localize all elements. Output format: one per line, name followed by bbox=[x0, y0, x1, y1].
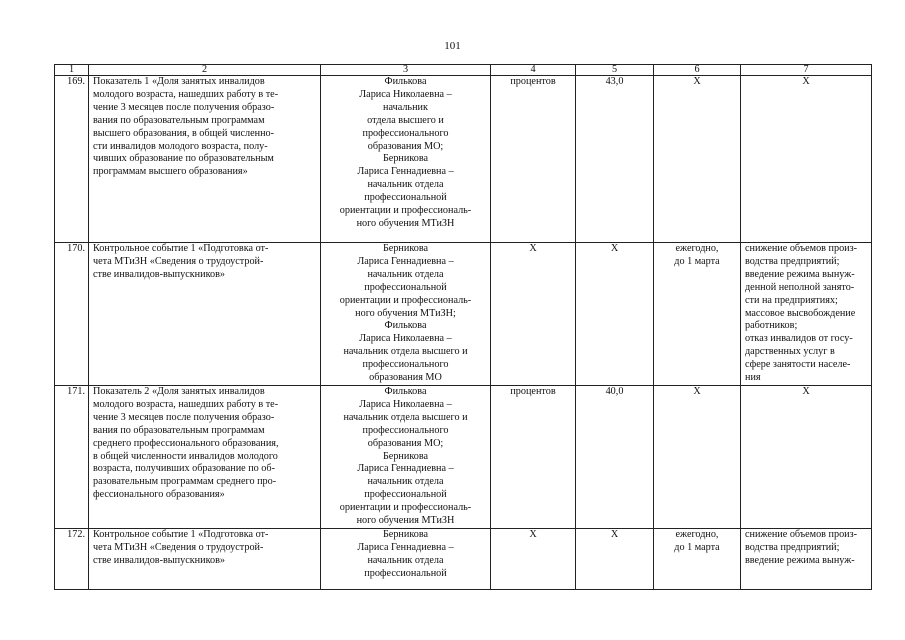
table-row bbox=[55, 76, 872, 243]
event-description-line: вания по образовательным программам bbox=[93, 114, 265, 126]
responsible-person-line: Берникова bbox=[382, 243, 429, 254]
responsible-person-line: Берникова bbox=[382, 153, 429, 165]
column-header-5: 5 bbox=[576, 65, 654, 76]
responsible-person-line: ориентации и профессиональ- bbox=[339, 205, 472, 217]
responsible-person-line: начальник отдела bbox=[367, 554, 444, 566]
responsible-person-line: профессионального bbox=[362, 127, 449, 139]
responsible-person-line: начальник отдела высшего и bbox=[343, 411, 468, 423]
responsible-person-line: Филькова bbox=[384, 386, 427, 397]
responsible-person-line: Лариса Геннадиевна – bbox=[357, 541, 454, 553]
column-header-1: 1 bbox=[55, 65, 89, 76]
value-cell: 40,0 bbox=[576, 386, 654, 529]
unit-cell: процентов bbox=[491, 76, 576, 243]
event-description-line: сти инвалидов молодого возраста, полу- bbox=[93, 140, 268, 152]
deadline-cell bbox=[654, 386, 741, 529]
responsible-person-line: отдела высшего и bbox=[367, 114, 444, 126]
responsible-person-line: образования МО; bbox=[367, 437, 444, 449]
responsible-person-line: ориентации и профессиональ- bbox=[339, 294, 472, 306]
event-description-line: стве инвалидов-выпускников» bbox=[93, 554, 226, 566]
responsible-person bbox=[321, 528, 491, 589]
row-number: 170. bbox=[55, 243, 89, 386]
column-header-3: 3 bbox=[321, 65, 491, 76]
event-description bbox=[89, 528, 321, 589]
event-description-line: возраста, получивших образование по об- bbox=[93, 463, 275, 475]
deadline-cell-line: Х bbox=[693, 386, 701, 397]
unit-cell: Х bbox=[491, 528, 576, 589]
risks-cell bbox=[741, 528, 872, 589]
row-number: 169. bbox=[55, 76, 89, 243]
deadline-cell-line: ежегодно, bbox=[675, 243, 719, 254]
responsible-person bbox=[321, 243, 491, 386]
table-row bbox=[55, 386, 872, 529]
row-number: 172. bbox=[55, 528, 89, 589]
value-cell: Х bbox=[576, 243, 654, 386]
row-number: 171. bbox=[55, 386, 89, 529]
event-description-line: разовательным программам среднего про- bbox=[93, 476, 277, 488]
value-cell: 43,0 bbox=[576, 76, 654, 243]
responsible-person-line: ного обучения МТиЗН; bbox=[355, 307, 456, 319]
risks-cell-line: Х bbox=[802, 386, 810, 397]
event-description-line: среднего профессионального образования, bbox=[93, 437, 279, 449]
unit-cell: процентов bbox=[491, 386, 576, 529]
risks-cell-line: массовое высвобождение bbox=[745, 307, 856, 319]
risks-cell-line: отказ инвалидов от госу- bbox=[745, 333, 853, 345]
responsible-person-line: Берникова bbox=[382, 528, 429, 540]
risks-cell-line: денной неполной занято- bbox=[745, 281, 855, 293]
event-description-line: чение 3 месяцев после получения образо- bbox=[93, 411, 275, 423]
deadline-cell-line: Х bbox=[693, 76, 701, 87]
risks-cell-line: водства предприятий; bbox=[745, 541, 840, 553]
event-description-line: чение 3 месяцев после получения образо- bbox=[93, 101, 275, 113]
responsible-person-line: Лариса Николаевна – bbox=[359, 398, 452, 410]
risks-cell-line: снижение объемов произ- bbox=[745, 243, 858, 254]
event-description-line: Контрольное событие 1 «Подготовка от- bbox=[93, 528, 269, 540]
event-description-line: Показатель 1 «Доля занятых инвалидов bbox=[93, 76, 265, 87]
event-description bbox=[89, 386, 321, 529]
deadline-cell-line: ежегодно, bbox=[675, 528, 719, 540]
responsible-person-line: профессионального bbox=[362, 424, 449, 436]
responsible-person-line: Берникова bbox=[382, 450, 429, 462]
responsible-person-line: начальник отдела bbox=[367, 476, 444, 488]
event-description-line: высшего образования, в общей численно- bbox=[93, 127, 275, 139]
event-description-line: программам высшего образования» bbox=[93, 166, 248, 178]
event-description-line: фессионального образования» bbox=[93, 489, 225, 501]
responsible-person-line: Лариса Геннадиевна – bbox=[357, 255, 454, 267]
table-row bbox=[55, 243, 872, 386]
responsible-person-line: ориентации и профессиональ- bbox=[339, 502, 472, 514]
risks-cell-line: снижение объемов произ- bbox=[745, 528, 858, 540]
responsible-person-line: Филькова bbox=[384, 76, 427, 87]
value-cell: Х bbox=[576, 528, 654, 589]
event-description-line: Показатель 2 «Доля занятых инвалидов bbox=[93, 386, 265, 397]
risks-cell-line: сфере занятости населе- bbox=[745, 359, 851, 371]
risks-cell-line: Х bbox=[802, 76, 810, 87]
event-description-line: чета МТиЗН «Сведения о трудоустрой- bbox=[93, 255, 264, 267]
column-header-2: 2 bbox=[89, 65, 321, 76]
risks-cell bbox=[741, 243, 872, 386]
event-description-line: Контрольное событие 1 «Подготовка от- bbox=[93, 243, 269, 254]
responsible-person-line: ного обучения МТиЗН bbox=[356, 217, 455, 229]
responsible-person-line: профессионального bbox=[362, 359, 449, 371]
responsible-person bbox=[321, 386, 491, 529]
page-number: 101 bbox=[444, 40, 461, 52]
event-description bbox=[89, 76, 321, 243]
header-row bbox=[55, 65, 872, 76]
responsible-person-line: профессиональной bbox=[364, 489, 447, 501]
risks-cell-line: дарственных услуг в bbox=[745, 346, 835, 358]
risks-cell-line: ния bbox=[745, 372, 761, 384]
table-row bbox=[55, 528, 872, 589]
responsible-person-line: ного обучения МТиЗН bbox=[356, 515, 455, 527]
unit-cell: Х bbox=[491, 243, 576, 386]
responsible-person-line: Филькова bbox=[384, 320, 427, 332]
responsible-person bbox=[321, 76, 491, 243]
event-description bbox=[89, 243, 321, 386]
column-header-7: 7 bbox=[741, 65, 872, 76]
deadline-cell-line: до 1 марта bbox=[674, 541, 720, 553]
responsible-person-line: начальник bbox=[383, 101, 428, 113]
responsible-person-line: Лариса Геннадиевна – bbox=[357, 166, 454, 178]
responsible-person-line: начальник отдела bbox=[367, 179, 444, 191]
responsible-person-line: начальник отдела высшего и bbox=[343, 346, 468, 358]
event-description-line: чивших образование по образовательным bbox=[93, 153, 274, 165]
risks-cell-line: работников; bbox=[745, 320, 798, 332]
responsible-person-line: начальник отдела bbox=[367, 268, 444, 280]
responsible-person-line: Лариса Николаевна – bbox=[359, 333, 452, 345]
responsible-person-line: профессиональной bbox=[364, 567, 447, 579]
event-description-line: стве инвалидов-выпускников» bbox=[93, 268, 226, 280]
responsible-person-line: Лариса Геннадиевна – bbox=[357, 463, 454, 475]
deadline-cell bbox=[654, 76, 741, 243]
deadline-cell bbox=[654, 243, 741, 386]
risks-cell-line: введение режима вынуж- bbox=[745, 268, 855, 280]
deadline-cell bbox=[654, 528, 741, 589]
risks-cell bbox=[741, 386, 872, 529]
column-header-4: 4 bbox=[491, 65, 576, 76]
event-description-line: молодого возраста, нашедших работу в те- bbox=[93, 398, 279, 410]
risks-cell-line: сти на предприятиях; bbox=[745, 294, 838, 306]
risks-cell bbox=[741, 76, 872, 243]
risks-cell-line: водства предприятий; bbox=[745, 255, 840, 267]
event-description-line: вания по образовательным программам bbox=[93, 424, 265, 436]
indicators-table bbox=[54, 64, 872, 590]
event-description-line: чета МТиЗН «Сведения о трудоустрой- bbox=[93, 541, 264, 553]
event-description-line: в общей численности инвалидов молодого bbox=[93, 450, 278, 462]
responsible-person-line: профессиональной bbox=[364, 192, 447, 204]
column-header-6: 6 bbox=[654, 65, 741, 76]
event-description-line: молодого возраста, нашедших работу в те- bbox=[93, 88, 279, 100]
responsible-person-line: профессиональной bbox=[364, 281, 447, 293]
responsible-person-line: Лариса Николаевна – bbox=[359, 88, 452, 100]
responsible-person-line: образования МО; bbox=[367, 140, 444, 152]
risks-cell-line: введение режима вынуж- bbox=[745, 554, 855, 566]
deadline-cell-line: до 1 марта bbox=[674, 255, 720, 267]
responsible-person-line: образования МО bbox=[369, 372, 442, 384]
